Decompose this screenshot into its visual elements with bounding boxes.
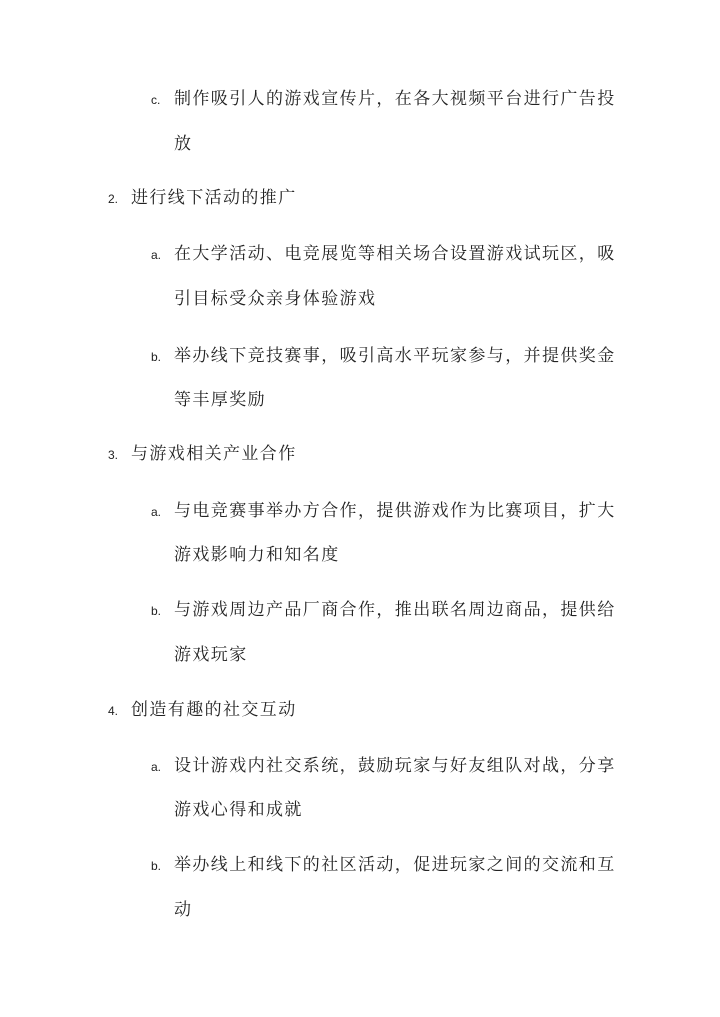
list-marker: a. xyxy=(151,248,162,262)
list-item-text: 放 xyxy=(174,134,193,154)
list-item-text: 制作吸引人的游戏宣传片，在各大视频平台进行广告投 xyxy=(174,89,616,109)
list-item-text: 游戏心得和成就 xyxy=(174,800,303,820)
list-item-text: 引目标受众亲身体验游戏 xyxy=(174,289,377,309)
list-item-text: 设计游戏内社交系统，鼓励玩家与好友组队对战，分享 xyxy=(174,756,616,776)
list-marker: b. xyxy=(151,350,162,364)
list-marker: a. xyxy=(151,505,162,519)
list-marker: b. xyxy=(151,859,162,873)
list-marker: a. xyxy=(151,760,162,774)
list-marker: b. xyxy=(151,604,162,618)
list-item-text: 游戏影响力和知名度 xyxy=(174,545,340,565)
section-heading: 进行线下活动的推广 xyxy=(131,188,297,208)
list-item-text: 游戏玩家 xyxy=(174,645,248,665)
section-heading: 创造有趣的社交互动 xyxy=(131,700,297,720)
list-marker: 3. xyxy=(108,448,119,462)
list-item-text: 举办线上和线下的社区活动，促进玩家之间的交流和互 xyxy=(174,855,616,875)
list-item-text: 举办线下竞技赛事，吸引高水平玩家参与，并提供奖金 xyxy=(174,346,616,366)
list-item-text: 与游戏周边产品厂商合作，推出联名周边商品，提供给 xyxy=(174,600,616,620)
list-marker: c. xyxy=(151,93,161,107)
list-item-text: 等丰厚奖励 xyxy=(174,390,266,410)
list-item-text: 与电竞赛事举办方合作，提供游戏作为比赛项目，扩大 xyxy=(174,501,616,521)
list-item-text: 在大学活动、电竞展览等相关场合设置游戏试玩区，吸 xyxy=(174,244,616,264)
list-marker: 2. xyxy=(108,192,119,206)
list-marker: 4. xyxy=(108,704,119,718)
section-heading: 与游戏相关产业合作 xyxy=(131,444,297,464)
list-item-text: 动 xyxy=(174,900,193,920)
